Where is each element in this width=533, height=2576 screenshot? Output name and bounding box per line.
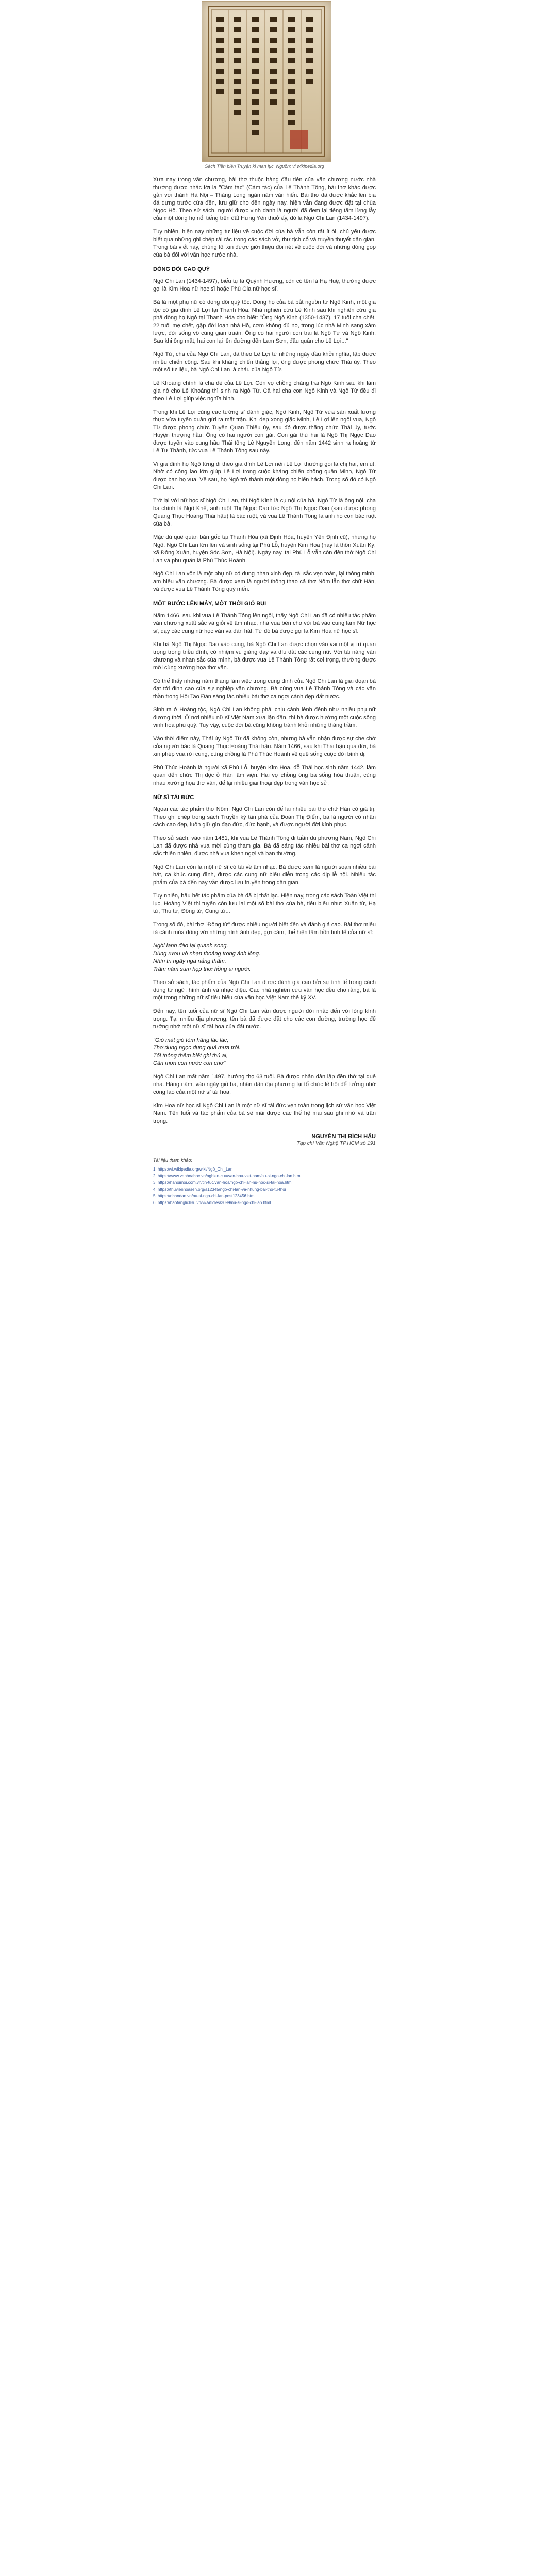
reference-link[interactable]: 5. https://nhandan.vn/nu-si-ngo-chi-lan-post123456.html <box>153 1194 256 1198</box>
author-source: Tạp chí Văn Nghệ TP.HCM số 191 <box>296 1141 376 1146</box>
poem-line: Thơ dung ngọc dụng quá mưa trôi. <box>153 1045 241 1051</box>
poem-block <box>153 1037 376 1067</box>
poem-line: Dùng rượu vò nhạn thoảng trong ánh lồng. <box>153 951 261 957</box>
article <box>153 0 376 1206</box>
body-paragraph: Sinh ra ở Hoàng tộc, Ngô Chi Lan không phải chịu cảnh lênh đênh như nhiều phụ nữ đương thời. Ở nơi nhiều nữ sĩ Việt Nam xưa lận đận, thì bà được hưởng một cuộc sống vinh hoa phú quý. Tuy vậy, cuộc đời bà cũng không tránh khỏi những thăng trầm. <box>153 707 376 728</box>
body-paragraph: Ngô Chi Lan còn là một nữ sĩ có tài về âm nhạc. Bà được xem là người soạn nhiều bài hát, ca khúc cung đình, được các cung nữ biểu diễn trong các dịp lễ hội. Nhiều tác phẩm của bà đến nay vẫn được lưu truyền trong dân gian. <box>153 864 376 886</box>
poem-line: Nhìn tri ngây ngà nắng thấm, <box>153 958 226 964</box>
reference-link[interactable]: 3. https://hanoimoi.com.vn/tin-tuc/van-hoa/ngo-chi-lan-nu-hoc-si-tai-hoa.html <box>153 1180 293 1185</box>
body-paragraph: Mặc dù quê quán bản gốc tại Thanh Hóa (xã Định Hòa, huyện Yên Định cũ), nhưng họ Ngô, Ngô Chi Lan lớn lên và sinh sống tại Phù Lỗ, huyện Kim Hoa (nay là thôn Xuân Kỳ, xã Đông Xuân, huyện Sóc Sơn, Hà Nội). Ngày nay, tại Phù Lỗ vẫn còn đền thờ Ngô Chi Lan và phu quân là Phù Thúc Hoành. <box>153 534 376 564</box>
poem-line: Tối thông thêm biết ghi thủ ai, <box>153 1053 228 1059</box>
body-paragraph: Ngô Từ, cha của Ngô Chi Lan, đã theo Lê Lợi từ những ngày đầu khởi nghĩa, lập được nhiều chiến công. Sau khi kháng chiến thắng lợi, ông được phong chức Thái úy. Theo một số tư liệu, bà Ngô Chi Lan là cháu của Ngô Từ. <box>153 351 376 373</box>
body-paragraph: Đến nay, tên tuổi của nữ sĩ Ngô Chi Lan vẫn được người đời nhắc đến với lòng kính trọng. Tại nhiều địa phương, tên bà đã được đặt cho các con đường, trường học để tưởng nhớ một nữ sĩ tài hoa của đất nước. <box>153 1008 376 1030</box>
body-paragraph: Kim Hoa nữ học sĩ Ngô Chi Lan là một nữ sĩ tài đức vẹn toàn trong lịch sử văn học Việt Nam. Tên tuổi và tác phẩm của bà sẽ mãi được các thế hệ mai sau ghi nhớ và trân trọng. <box>153 1103 376 1124</box>
section-heading: NỮ SĨ TÀI ĐỨC <box>153 794 194 801</box>
poem-line: "Gió mát gió tòm hăng lác lác, <box>153 1037 229 1043</box>
poem-line: Trăm năm sum họp thời hồng ai người. <box>153 966 251 972</box>
intro-paragraph: Xưa nay trong văn chương, bài thơ thuộc hàng đầu tiên của văn chương nước nhà thường được nhắc tới là "Cảm tác" (Cảm tác) của Lê Thánh Tông, bài thơ khác được gắn với thành Hà Nội – Thăng Long ngàn năm văn hiến. Bài thơ đã được khắc lên bia đá dựng trước cửa đền, lưu giữ cho đến ngày nay, hiện vẫn đang được đặt tại chùa Ngọc Hồ. Theo sử sách, người được vinh danh là người đã đem lại tiếng tăm lừng lẫy của một dòng họ nổi tiếng trên đất Hưng Yên thuở ấy, đó là Ngô Chi Lan (1434-1497). <box>153 177 376 222</box>
article-hero-image <box>202 1 331 162</box>
body-paragraph: Tuy nhiên, hầu hết tác phẩm của bà đã bị thất lạc. Hiện nay, trong các sách Toàn Việt thi lục, Hoàng Việt thi tuyển còn lưu lại một số bài thơ của bà, tiêu biểu như: Xuân từ, Hạ từ, Thu từ, Đông từ, Cung từ... <box>153 893 376 914</box>
poem-line: Ngòi lạnh đào lại quanh song, <box>153 943 228 949</box>
body-paragraph: Khi bà Ngô Thị Ngọc Dao vào cung, bà Ngô Chi Lan được chọn vào vai một vị trí quan trọng trong triều đình, có nhiệm vụ giảng dạy và dìu dắt các cung nữ. Với tài năng văn chương và nhan sắc của mình, bà được vua Lê Thánh Tông rất coi trọng, thường được mời cùng xướng họa thơ văn. <box>153 641 376 671</box>
body-paragraph: Ngô Chi Lan mất năm 1497, hưởng thọ 63 tuổi. Bà được nhân dân lập đền thờ tại quê nhà. Hàng năm, vào ngày giỗ bà, nhân dân địa phương lại tổ chức lễ hội để tưởng nhớ công lao của một nữ sĩ tài hoa. <box>153 1074 376 1095</box>
body-paragraph: Có thể thấy những năm tháng làm việc trong cung đình của Ngô Chi Lan là giai đoạn bà đạt tới đỉnh cao của sự nghiệp văn chương. Bà cùng vua Lê Thánh Tông và các văn thần trong Hội Tao Đàn sáng tác nhiều bài thơ ca ngợi cảnh đẹp đất nước. <box>153 678 376 700</box>
reference-link[interactable]: 4. https://thuvienhoasen.org/a12345/ngo-chi-lan-va-nhung-bai-tho-tu-thoi <box>153 1187 286 1192</box>
section-heading: MỘT BƯỚC LÊN MÂY, MỘT THỜI GIÓ BỤI <box>153 601 266 607</box>
section-heading: DÒNG DÕI CAO QUÝ <box>153 266 210 273</box>
body-paragraph: Vì gia đình họ Ngô từng đi theo gia đình Lê Lợi nên Lê Lợi thường gọi là chị hai, em út. Nhờ có công lao lớn giúp Lê Lợi trong cuộc kháng chiến chống quân Minh, Ngô Từ được ban họ vua. Về sau, họ Ngô trở thành một dòng họ hiển hách. Trong số đó có Ngô Chi Lan. <box>153 461 376 490</box>
body-paragraph: Theo sử sách, tác phẩm của Ngô Chi Lan được đánh giá cao bởi sự tinh tế trong cách dùng từ ngữ, hình ảnh và nhạc điệu. Các nhà nghiên cứu văn học đều cho rằng, bà là một trong những nữ sĩ tiêu biểu của văn học Việt Nam thế kỷ XV. <box>153 979 376 1001</box>
manuscript-illustration <box>202 2 331 161</box>
body-paragraph: Trong số đó, bài thơ "Đông từ" được nhiều người biết đến và đánh giá cao. Bài thơ miêu tả cảnh mùa đông với những hình ảnh đẹp, gợi cảm, thể hiện tâm hồn tinh tế của nữ sĩ: <box>153 922 376 936</box>
body-paragraph: Bà là một phụ nữ có dòng dõi quý tộc. Dòng họ của bà bắt nguồn từ Ngô Kinh, một gia tộc có gia đình Lê Lợi tại Thanh Hóa. Nhà nghiên cứu Lê Kinh sau khi nghiên cứu gia phả dòng họ Ngô tại Thanh Hóa cho biết: "Ông Ngô Kinh (1350-1437), 17 tuổi cha chết, 22 tuổi mẹ chết, gặp đời loạn nhà Hồ, cơm không đủ no, trong lúc nhà Minh sang xâm lược, đời sống vô cùng gian truân. Ông có hai người con trai là Ngô Từ và Ngô Kinh. Sau khi ông mất, hai con lại lên đường đến Lam Sơn, đầu quân cho Lê Lợi..." <box>153 299 376 344</box>
author-name: NGUYỄN THỊ BÍCH HẬU <box>311 1133 376 1140</box>
body-paragraph: Lê Khoáng chính là cha đẻ của Lê Lợi. Còn vợ chồng chàng trai Ngô Kinh sau khi làm gia nô cho Lê Khoáng thì sinh ra Ngô Từ. Cả hai cha con Ngô Kinh và Ngô Từ đều đi theo Lê Lợi giúp việc nghĩa binh. <box>153 380 376 402</box>
poem-line: Căn mơn con nước còn chờ" <box>153 1060 226 1066</box>
poem-block <box>153 942 376 973</box>
body-paragraph: Trở lại với nữ học sĩ Ngô Chi Lan, thì Ngô Kinh là cụ nội của bà, Ngô Từ là ông nội, cha bà chính là Ngô Khế, anh ruột Thị Ngọc Dao tức Ngô Thị Ngọc Dao (sau được phong Quang Thục Hoàng Thái hậu) là bác ruột, và vua Lê Thánh Tông là anh họ con bác ruột của bà. <box>153 498 376 527</box>
reference-link[interactable]: 1. https://vi.wikipedia.org/wiki/Ngô_Chi_Lan <box>153 1167 233 1172</box>
body-paragraph: Năm 1466, sau khi vua Lê Thánh Tông lên ngôi, thấy Ngô Chi Lan đã có nhiều tác phẩm văn chương xuất sắc và giỏi về âm nhạc, nhà vua bèn cho vời bà vào cung làm Nữ học sĩ, dạy các cung nữ học văn và đàn hát. Từ đó bà được gọi là Kim Hoa nữ học sĩ. <box>153 613 376 634</box>
body-paragraph: Ngô Chi Lan vốn là một phụ nữ có dung nhan xinh đẹp, tài sắc vẹn toàn, lại thông minh, am hiểu văn chương. Bà được xem là người thông thạo cả thơ Nôm lẫn thơ chữ Hán, và được vua Lê Thánh Tông quý mến. <box>153 571 376 592</box>
body-paragraph: Trong khi Lê Lợi cùng các tướng sĩ đánh giặc, Ngô Kinh, Ngô Từ vừa sản xuất lương thực vừa tuyển quân gửi ra mặt trận. Khi dẹp xong giặc Minh, Lê Lợi lên ngôi vua, Ngô Từ được phong chức Tuyên Quan Thiếu úy, sau đó được thăng chức Thái úy, tước Huyện thượng hầu. Ông có hai người con gái. Con gái thứ hai là Ngô Thị Ngọc Dao được tuyển vào cung hầu Thái tông Lê Nguyên Long, đến năm 1442 sinh ra hoàng tử Lê Tư Thành, tức vua Lê Thánh Tông sau này. <box>153 409 376 454</box>
references-title: Tài liệu tham khảo: <box>153 1158 193 1163</box>
body-paragraph: Ngoài các tác phẩm thơ Nôm, Ngô Chi Lan còn để lại nhiều bài thơ chữ Hán có giá trị. Theo ghi chép trong sách Truyền kỳ tân phả của Đoàn Thị Điểm, bà là người có nhân cách cao đẹp, luôn giữ gìn đạo đức, đức hạnh, và được người đời kính phục. <box>153 806 376 828</box>
reference-link[interactable]: 2. https://www.vanhoahoc.vn/nghien-cuu/van-hoa-viet-nam/nu-si-ngo-chi-lan.html <box>153 1174 302 1178</box>
body-paragraph: Vào thời điểm này, Thái úy Ngô Từ đã không còn, nhưng bà vẫn nhận được sự che chở của người bác là Quang Thục Hoàng Thái hậu. Năm 1466, sau khi Thái hậu qua đời, bà xin phép vua rời cung, cùng chồng là Phù Thúc Hoành về quê sống cuộc đời bình dị. <box>153 736 376 757</box>
body-paragraph: Ngô Chi Lan (1434-1497), biểu tự là Quỳnh Hương, còn có tên là Hạ Huệ, thường được gọi là Kim Hoa nữ học sĩ hoặc Phù Gia nữ học sĩ. <box>153 278 376 292</box>
intro-paragraph: Tuy nhiên, hiện nay những tư liệu về cuộc đời của bà vẫn còn rất ít ỏi, chủ yếu được biết qua những ghi chép rải rác trong các sách vở, thư tịch cổ và truyền thuyết dân gian. Trong bài viết này, chúng tôi xin được giới thiệu đôi nét về cuộc đời và những đóng góp của bà đối với văn học nước nhà. <box>153 229 376 258</box>
body-paragraph: Theo sử sách, vào năm 1481, khi vua Lê Thánh Tông đi tuần du phương Nam, Ngô Chi Lan đã được nhà vua mời cùng tham gia. Bà đã sáng tác nhiều bài thơ ca ngợi cảnh sắc thiên nhiên, được nhà vua khen ngợi và ban thưởng. <box>153 835 376 857</box>
image-caption: Sách Tiền biên Truyện kì mạn lục. Nguồn: vi.wikipedia.org <box>205 164 324 169</box>
reference-link[interactable]: 6. https://baotanglichsu.vn/vi/Articles/3099/nu-si-ngo-chi-lan.html <box>153 1200 271 1205</box>
body-paragraph: Phù Thúc Hoành là người xã Phù Lỗ, huyện Kim Hoa, đỗ Thái học sinh năm 1442, làm quan đến chức Thị độc ở Hàn lâm viện. Hai vợ chồng ông bà sống hòa thuận, cùng nhau xướng họa thơ văn, để lại nhiều giai thoại đẹp trong văn học sử. <box>153 765 376 786</box>
